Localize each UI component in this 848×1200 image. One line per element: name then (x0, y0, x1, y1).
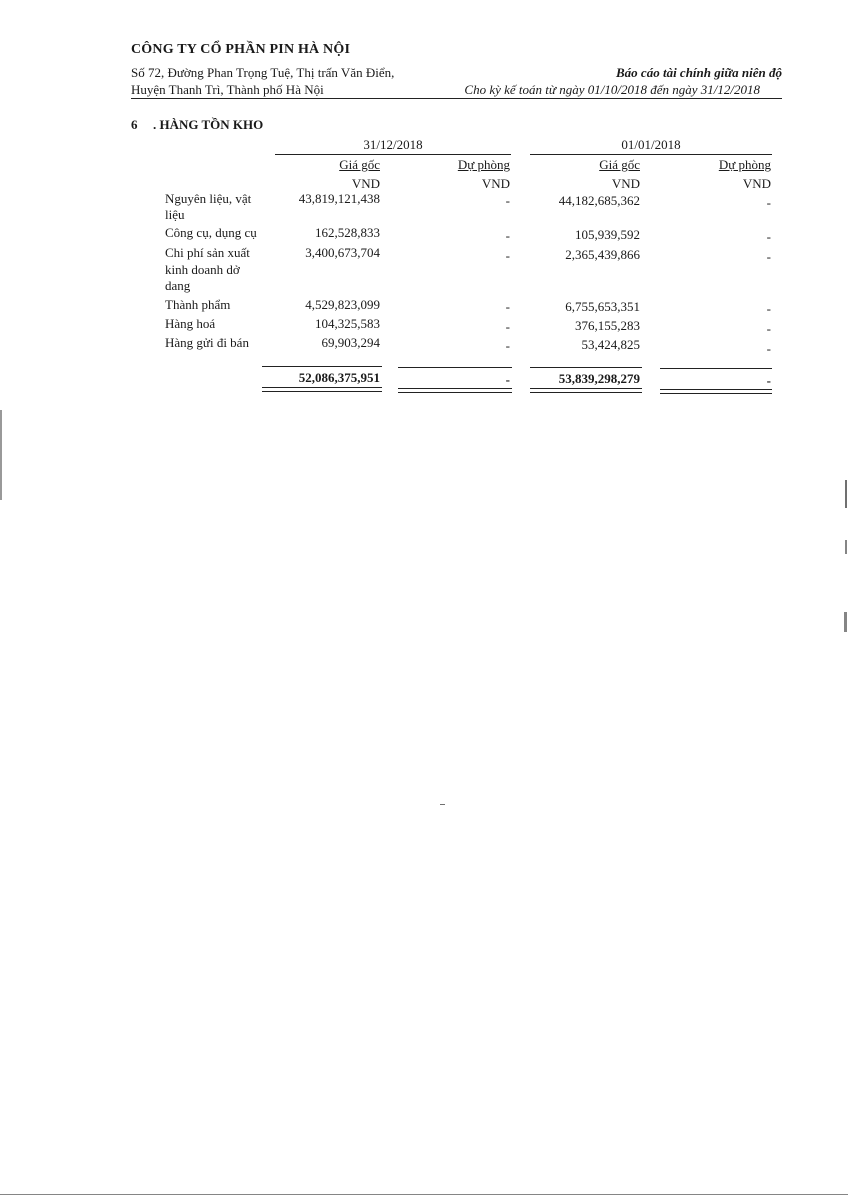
table-cell: 44,182,685,362 (558, 193, 640, 208)
table-cell: 162,528,833 (315, 225, 380, 240)
total-double-rule (660, 389, 772, 394)
scan-edge-mark (845, 540, 847, 554)
table-row-label: Nguyên liệu, vật liệu (165, 191, 252, 222)
p1-provision-header: Dự phòng (457, 157, 510, 172)
p1-cost-header: Giá gốc (339, 157, 380, 172)
total-top-rule (660, 368, 772, 369)
table-row-label: Thành phẩm (165, 297, 231, 312)
table-cell: - (766, 229, 771, 244)
table-cell: - (766, 249, 771, 264)
table-cell: - (766, 195, 771, 210)
total-double-rule (262, 387, 382, 392)
report-title: Báo cáo tài chính giữa niên độ (616, 65, 782, 80)
p2-cost-header: Giá gốc (599, 157, 640, 172)
total-cell: - (505, 372, 510, 387)
report-period: Cho kỳ kế toán từ ngày 01/10/2018 đến ngày 31/12/2018 (464, 82, 760, 97)
table-cell: 53,424,825 (581, 337, 640, 352)
p1-cost-unit: VND (351, 176, 380, 191)
table-cell: - (505, 193, 510, 208)
table-cell: - (505, 338, 510, 353)
scan-edge-mark (844, 612, 847, 632)
total-cell: 52,086,375,951 (298, 370, 380, 385)
table-cell: - (766, 341, 771, 356)
total-top-rule (530, 367, 642, 368)
company-address-line2: Huyện Thanh Trì, Thành phố Hà Nội (131, 82, 324, 97)
period1-header: 31/12/2018 (363, 137, 423, 152)
p2-provision-header: Dự phòng (718, 157, 771, 172)
table-row-label: Chi phí sản xuất kinh doanh dở dang (165, 245, 250, 293)
table-cell: 3,400,673,704 (305, 245, 380, 260)
company-name: CÔNG TY CỔ PHẦN PIN HÀ NỘI (131, 42, 351, 57)
total-top-rule (398, 367, 512, 368)
company-address-line1: Số 72, Đường Phan Trọng Tuệ, Thị trấn Văn Điển, (131, 65, 395, 80)
total-cell: 53,839,298,279 (558, 371, 640, 386)
scan-edge-mark (0, 410, 2, 500)
table-row-label: Công cụ, dụng cụ (165, 225, 257, 240)
total-double-rule (530, 388, 642, 393)
total-double-rule (398, 388, 512, 393)
scan-bottom-edge (0, 1194, 848, 1195)
section-number: 6 (131, 117, 138, 132)
table-cell: - (766, 321, 771, 336)
table-cell: 43,819,121,438 (298, 191, 380, 206)
header-divider (131, 98, 782, 99)
p2-provision-unit: VND (742, 176, 771, 191)
scan-speck (440, 804, 445, 805)
p2-cost-unit: VND (611, 176, 640, 191)
total-cell: - (766, 373, 771, 388)
table-cell: - (505, 299, 510, 314)
table-cell: - (505, 319, 510, 334)
table-cell: 69,903,294 (321, 335, 380, 350)
section-title: . HÀNG TỒN KHO (153, 117, 264, 132)
period1-rule (275, 154, 511, 155)
period2-header: 01/01/2018 (621, 137, 681, 152)
table-cell: 376,155,283 (575, 318, 640, 333)
period2-rule (530, 154, 772, 155)
table-row-label: Hàng hoá (165, 316, 216, 331)
table-cell: - (505, 248, 510, 263)
table-cell: - (505, 228, 510, 243)
total-top-rule (262, 366, 382, 367)
table-cell: 4,529,823,099 (305, 297, 380, 312)
table-cell: 104,325,583 (315, 316, 380, 331)
table-cell: - (766, 301, 771, 316)
scan-edge-mark (845, 480, 847, 508)
table-row-label: Hàng gửi đi bán (165, 335, 249, 350)
table-cell: 105,939,592 (575, 227, 640, 242)
table-cell: 6,755,653,351 (565, 299, 640, 314)
table-cell: 2,365,439,866 (565, 247, 640, 262)
p1-provision-unit: VND (481, 176, 510, 191)
